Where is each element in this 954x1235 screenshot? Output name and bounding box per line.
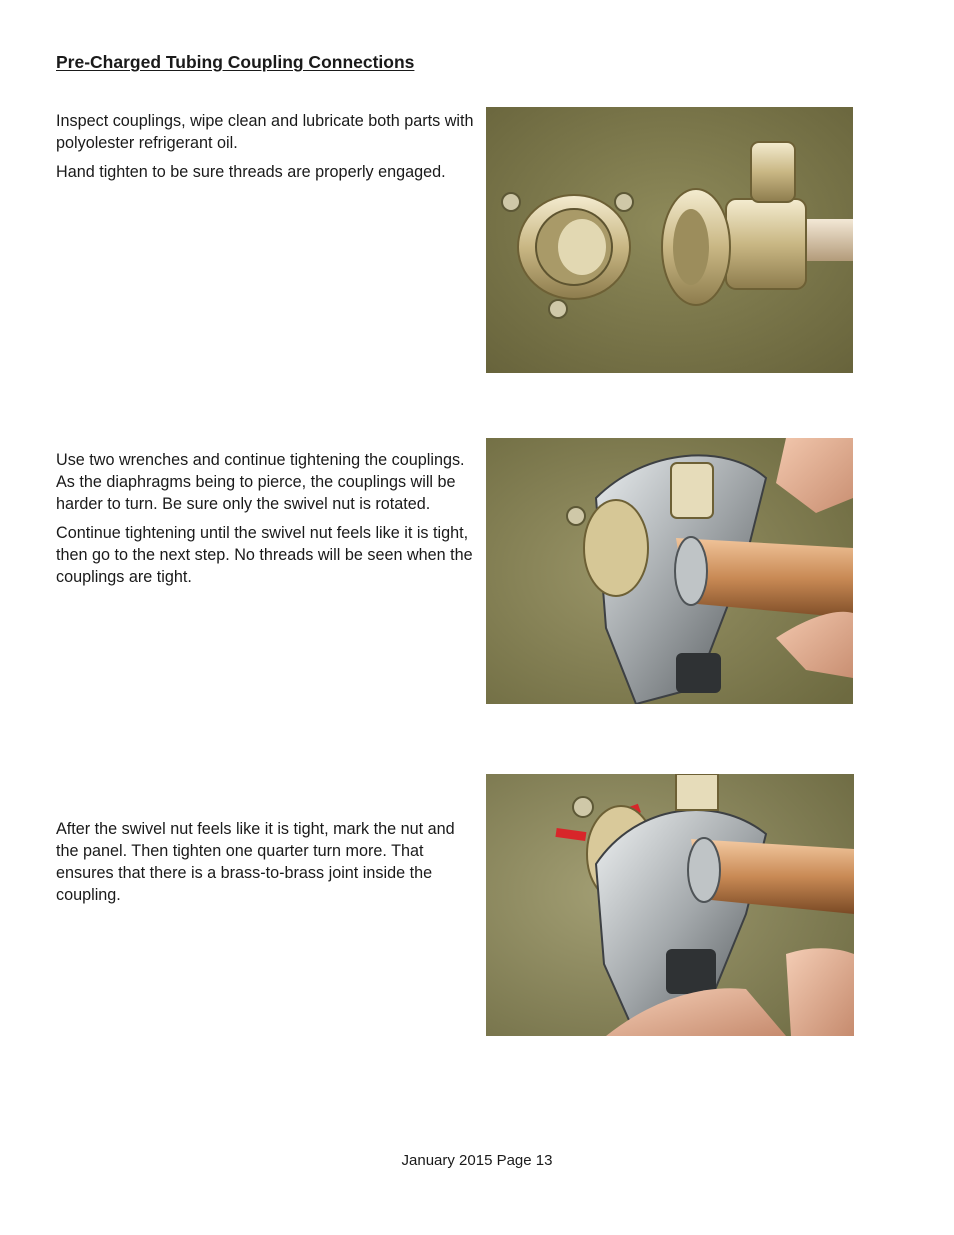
- step-2-paragraph-2: Continue tightening until the swivel nut feels like it is tight, then go to the next step. No threads will be seen when the couplings are tight.: [56, 524, 473, 586]
- two-wrenches-photo: [486, 438, 853, 704]
- step-3-paragraph-1: After the swivel nut feels like it is tight, mark the nut and the panel. Then tighten one quarter turn more. That ensures that there is a brass-to-brass joint inside the coupling.: [56, 820, 455, 904]
- page-footer: January 2015 Page 13: [401, 1152, 553, 1169]
- marked-nut-photo: [486, 774, 854, 1036]
- step-3-text: [56, 818, 480, 913]
- step-1-paragraph-1: Inspect couplings, wipe clean and lubricate both parts with polyolester refrigerant oil.: [56, 112, 474, 152]
- step-2-text: [56, 449, 480, 595]
- coupling-parts-photo: [486, 107, 853, 373]
- step-1-paragraph-2: Hand tighten to be sure threads are properly engaged.: [56, 163, 446, 181]
- step-1-text: [56, 110, 480, 190]
- page-title: Pre-Charged Tubing Coupling Connections: [56, 52, 415, 72]
- step-2-paragraph-1: Use two wrenches and continue tightening the couplings. As the diaphragms being to pierce, the couplings will be harder to turn. Be sure only the swivel nut is rotated.: [56, 451, 465, 513]
